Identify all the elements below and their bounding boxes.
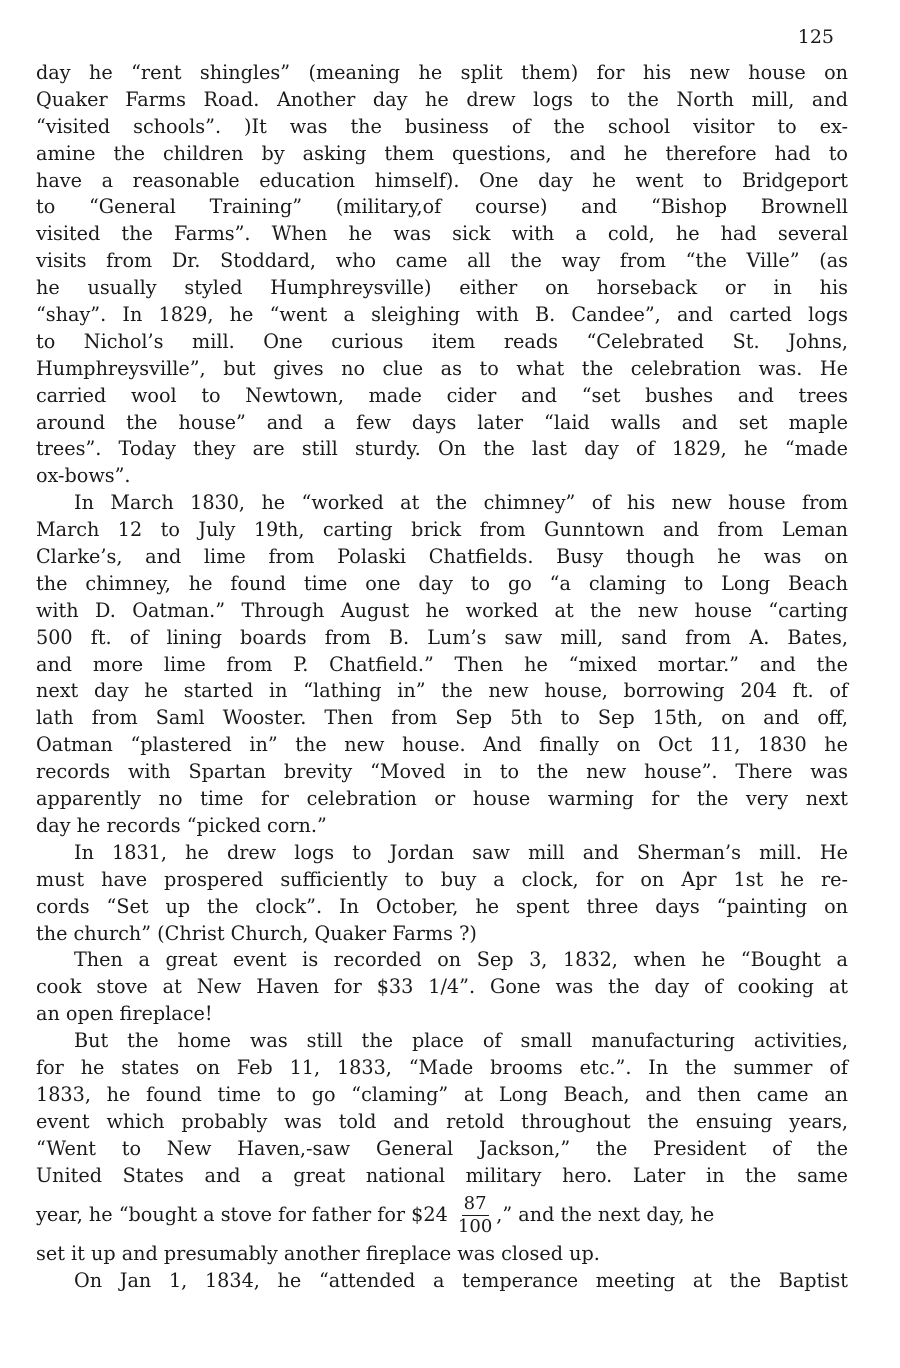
fraction-line-after: ,” and the next day, he (496, 1203, 715, 1227)
text-line: have a reasonable education himself). One day he went to Bridgeport (36, 168, 848, 192)
text-line: with D. Oatman.” Through August he worked at the new house “carting (36, 598, 848, 622)
fraction-line (36, 1189, 848, 1241)
text-line: Then a great event is recorded on Sep 3, 1832, when he “Bought a (74, 948, 848, 972)
text-line: March 12 to July 19th, carting brick from Gunntown and from Leman (36, 518, 848, 542)
text-line: Oatman “plastered in” the new house. And finally on Oct 11, 1830 he (36, 733, 848, 757)
text-line: Quaker Farms Road. Another day he drew logs to the North mill, and (36, 87, 848, 111)
text-line: cords “Set up the clock”. In October, he spent three days “painting on (36, 894, 848, 918)
text-line: he usually styled Humphreysville) either on horseback or in his (36, 276, 848, 300)
body-text (36, 60, 848, 1295)
fraction (456, 1193, 494, 1238)
text-line: “visited schools”. )It was the business of the school visitor to ex- (36, 114, 848, 138)
text-line: On Jan 1, 1834, he “attended a temperance meeting at the Baptist (74, 1269, 848, 1293)
text-line: Clarke’s, and lime from Polaski Chatfields. Busy though he was on (36, 545, 848, 569)
text-line: to Nichol’s mill. One curious item reads “Celebrated St. Johns, (36, 329, 848, 353)
text-line: and more lime from P. Chatfield.” Then he “mixed mortar.” and the (36, 652, 848, 676)
text-line: around the house” and a few days later “laid walls and set maple (36, 410, 848, 434)
text-line: day he “rent shingles” (meaning he split them) for his new house on (36, 61, 848, 84)
text-line: next day he started in “lathing in” the new house, borrowing 204 ft. of (36, 679, 848, 703)
text-line: Humphreysville”, but gives no clue as to what the celebration was. He (36, 356, 848, 380)
text-line: trees”. Today they are still sturdy. On the last day of 1829, he “made (36, 437, 848, 461)
text-line: records with Spartan brevity “Moved in to the new house”. There was (36, 760, 848, 784)
text-line: But the home was still the place of small manufacturing activities, (74, 1029, 848, 1053)
text-line: United States and a great national military hero. Later in the same (36, 1163, 848, 1187)
fraction-line-before: year, he “bought a stove for father for $24 (36, 1203, 454, 1227)
text-line: must have prospered sufficiently to buy a clock, for on Apr 1st he re- (36, 867, 848, 891)
fraction-numerator: 87 (463, 1192, 487, 1214)
text-line: set it up and presumably another fireplace was closed up. (36, 1242, 600, 1266)
text-line: amine the children by asking them questions, and he therefore had to (36, 141, 848, 165)
text-line: “shay”. In 1829, he “went a sleighing with B. Candee”, and carted logs (36, 303, 848, 327)
text-line: 500 ft. of lining boards from B. Lum’s saw mill, sand from A. Bates, (36, 625, 848, 649)
closing-lines (36, 1241, 848, 1295)
text-line: the church” (Christ Church, Quaker Farms ?) (36, 921, 477, 945)
text-line: 1833, he found time to go “claming” at Long Beach, and then came an (36, 1082, 848, 1106)
text-line: visits from Dr. Stoddard, who came all the way from “the Ville” (as (36, 249, 848, 273)
text-line: for he states on Feb 11, 1833, “Made brooms etc.”. In the summer of (36, 1055, 848, 1079)
text-line: an open fireplace! (36, 1002, 213, 1026)
text-lines (36, 60, 848, 1189)
text-line: the chimney, he found time one day to go “a claming to Long Beach (36, 571, 848, 595)
text-line: to “General Training” (military,of course) and “Bishop Brownell (36, 195, 848, 219)
text-line: lath from Saml Wooster. Then from Sep 5th to Sep 15th, on and off, (36, 706, 848, 730)
fraction-denominator: 100 (457, 1215, 493, 1237)
text-line: cook stove at New Haven for $33 1/4”. Gone was the day of cooking at (36, 975, 848, 999)
text-line: In 1831, he drew logs to Jordan saw mill and Sherman’s mill. He (74, 840, 848, 864)
text-line: In March 1830, he “worked at the chimney” of his new house from (74, 491, 848, 515)
text-line: event which probably was told and retold throughout the ensuing years, (36, 1109, 848, 1133)
text-line: “Went to New Haven,-saw General Jackson,” the President of the (36, 1136, 848, 1160)
text-line: carried wool to Newtown, made cider and “set bushes and trees (36, 383, 848, 407)
text-line: apparently no time for celebration or house warming for the very next (36, 787, 848, 811)
text-line: day he records “picked corn.” (36, 813, 327, 837)
text-line: visited the Farms”. When he was sick with a cold, he had several (36, 222, 848, 246)
text-line: ox-bows”. (36, 464, 131, 488)
page-number: 125 (797, 26, 834, 48)
